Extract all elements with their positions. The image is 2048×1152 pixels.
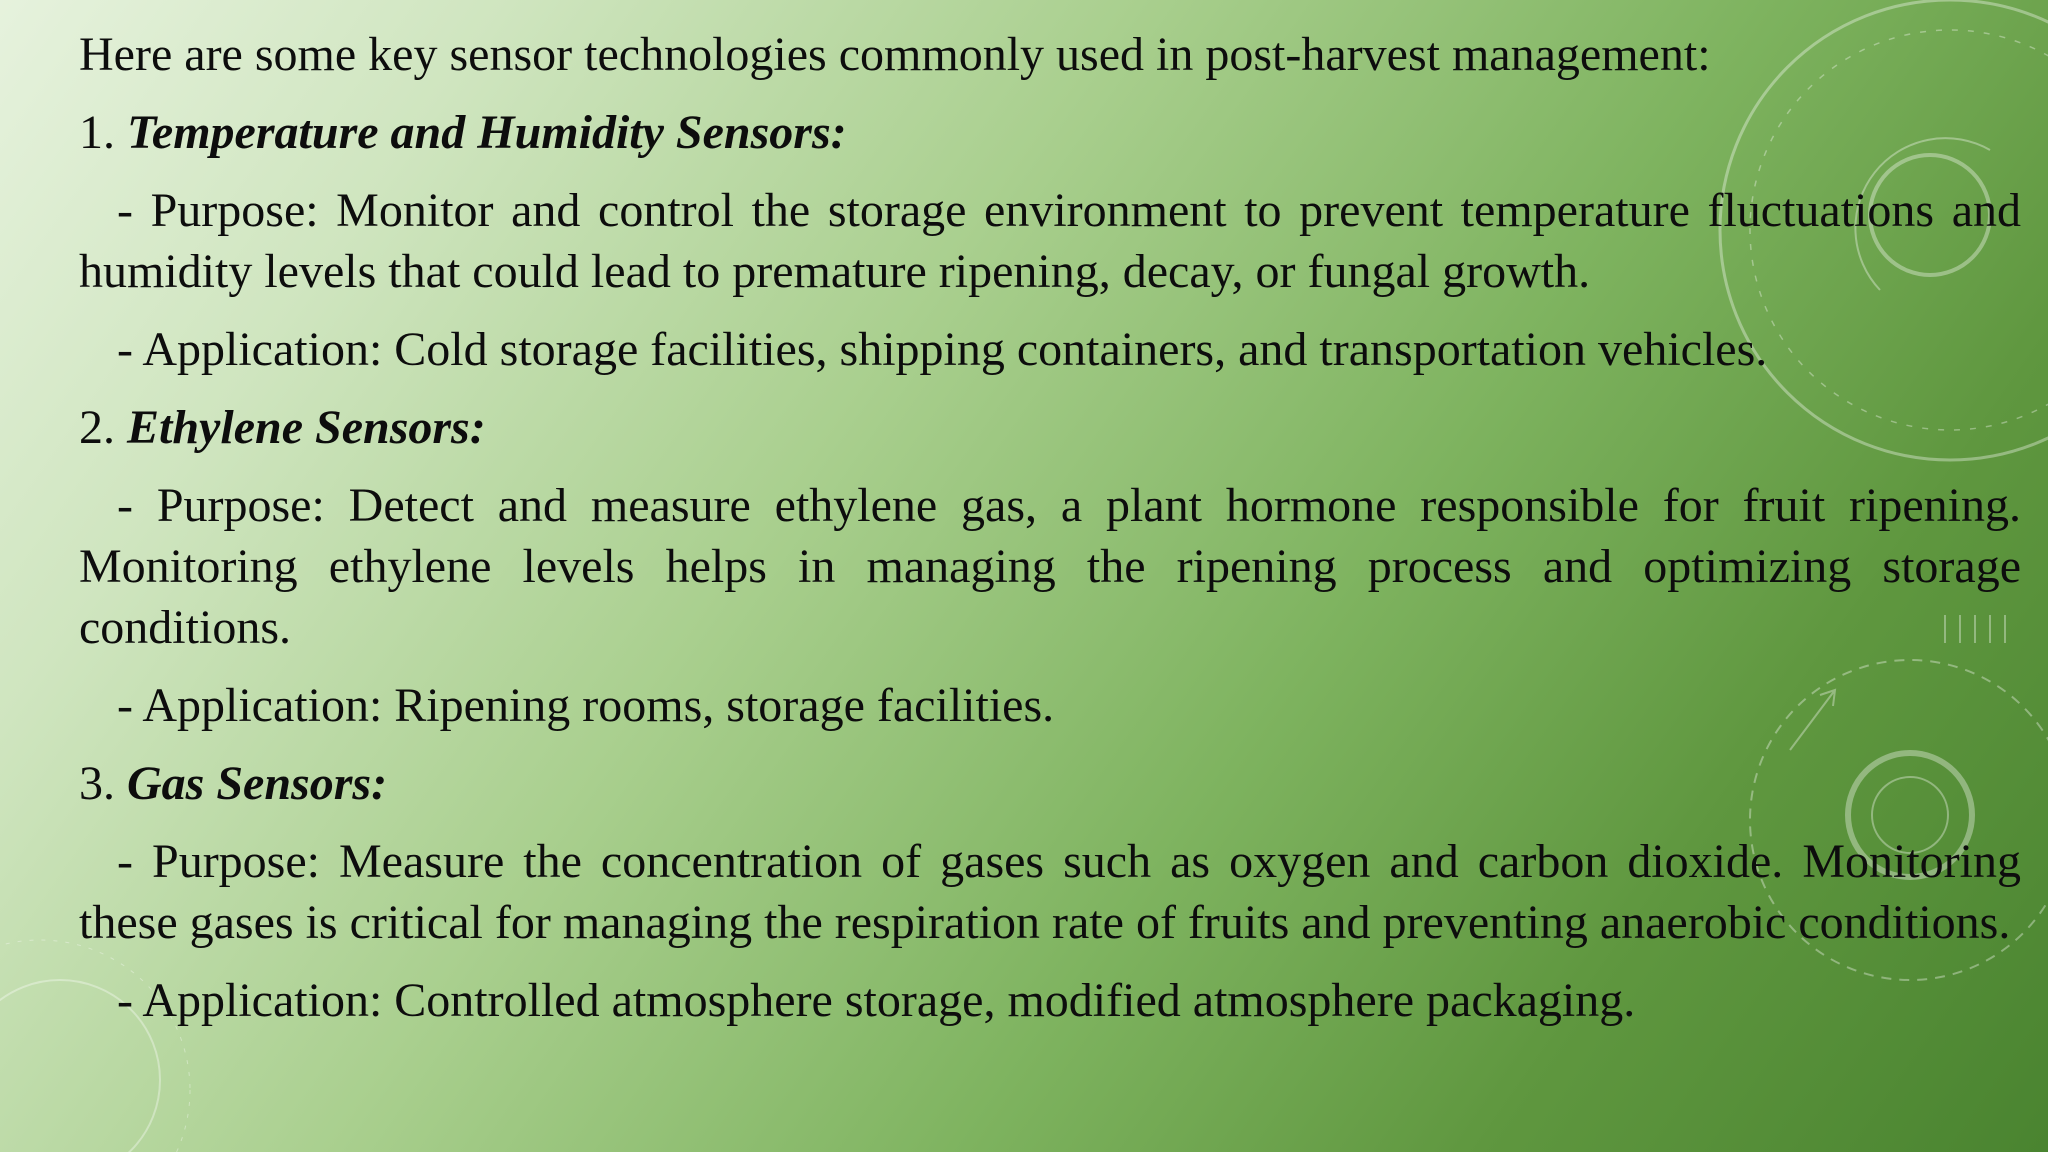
section-number: 3. — [79, 757, 115, 810]
application-paragraph: - Application: Controlled atmosphere storage, modified atmosphere packaging. — [117, 974, 1636, 1027]
section-title: Gas Sensors: — [127, 757, 388, 810]
section-heading-ethylene — [79, 397, 2021, 458]
section-heading-temperature-humidity — [79, 102, 2021, 163]
section-title: Ethylene Sensors: — [127, 401, 486, 454]
slide-content — [79, 24, 2021, 1048]
purpose-paragraph: - Purpose: Monitor and control the storage environment to prevent temperature fluctuations and humidity levels that could lead to premature ripening, decay, or fungal growth. — [79, 184, 2021, 298]
application-paragraph: - Application: Ripening rooms, storage facilities. — [117, 679, 1055, 732]
section-number: 1. — [79, 106, 115, 159]
purpose-paragraph: - Purpose: Detect and measure ethylene gas, a plant hormone responsible for fruit ripening. Monitoring ethylene levels helps in managing the ripening process and optimizing storage conditions. — [79, 479, 2021, 654]
section-number: 2. — [79, 401, 115, 454]
intro-text: Here are some key sensor technologies commonly used in post-harvest management: — [79, 28, 1711, 81]
application-paragraph: - Application: Cold storage facilities, shipping containers, and transportation vehicles. — [117, 323, 1768, 376]
section-title: Temperature and Humidity Sensors: — [127, 106, 847, 159]
purpose-paragraph: - Purpose: Measure the concentration of gases such as oxygen and carbon dioxide. Monitoring these gases is critical for managing the respiration rate of fruits and preventing anaerobic conditions. — [79, 835, 2021, 949]
section-heading-gas — [79, 753, 2021, 814]
